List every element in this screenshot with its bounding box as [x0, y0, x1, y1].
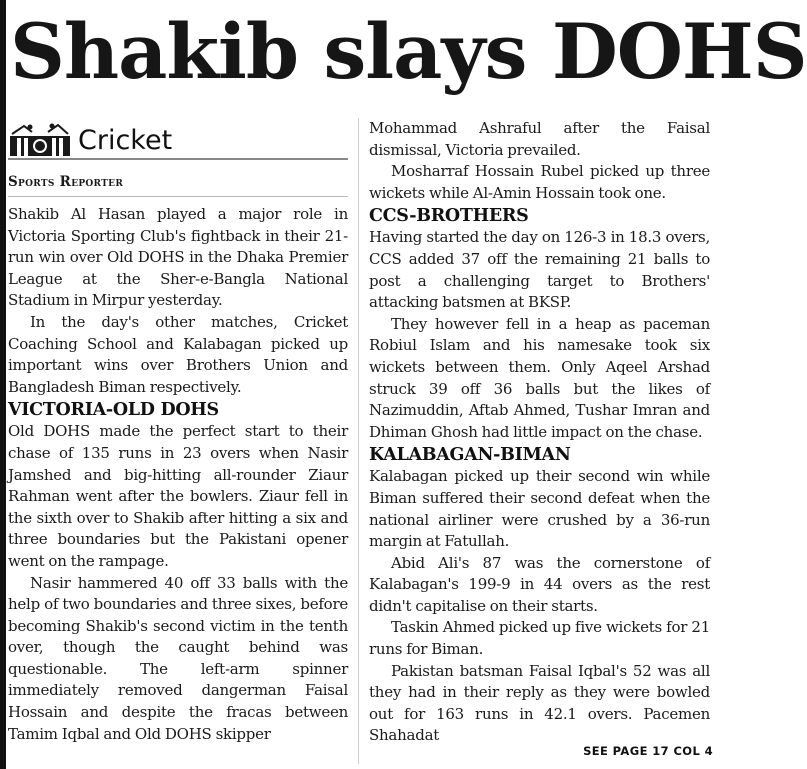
paragraph: Abid Ali's 87 was the cornerstone of Kalabagan's 199-9 in 44 overs as the rest didn't capitalise on their starts.	[369, 553, 710, 615]
paragraph: Mosharraf Hossain Rubel picked up three wickets while Al-Amin Hossain took one.	[369, 162, 710, 202]
paragraph: Mohammad Ashraful after the Faisal dismissal, Victoria prevailed.	[369, 119, 710, 159]
paragraph: In the day's other matches, Cricket Coaching School and Kalabagan picked up important wins over Brothers Union and Bangladesh Biman respectively.	[8, 312, 348, 396]
headline: Shakib slays DOHS	[10, 7, 807, 96]
section-label: Cricket	[78, 125, 173, 156]
right-column	[369, 118, 710, 747]
paragraph: Old DOHS made the perfect start to their chase of 135 runs in 23 overs when Nasir Jamshed and big-hitting all-rounder Ziaur Rahman went after the bowlers. Ziaur fell in the sixth over to Shakib after hitting a six and three boundaries but the Pakistani opener went on the rampage.	[8, 422, 348, 570]
left-column	[8, 120, 348, 745]
jump-line: SEE PAGE 17 COL 4	[583, 744, 713, 758]
cricket-icon	[8, 122, 72, 156]
column-divider	[358, 118, 359, 764]
paragraph: Kalabagan picked up their second win while Biman suffered their second defeat when the national airliner were crushed by a 36-run margin at Fatullah.	[369, 467, 710, 551]
paragraph: Pakistan batsman Faisal Iqbal's 52 was all they had in their reply as they were bowled out for 163 runs in 42.1 overs. Pacemen Shahadat	[369, 661, 710, 745]
paragraph: They however fell in a heap as paceman Robiul Islam and his namesake took six wickets between them. Only Aqeel Arshad struck 39 off 36 balls but the likes of Nazimuddin, Aftab Ahmed, Tushar Imran and Dhiman Ghosh had little impact on the chase.	[369, 314, 710, 441]
paragraph: Nasir hammered 40 off 33 balls with the help of two boundaries and three sixes, before becoming Shakib's second victim in the tenth over, though the caught behind was questionable. The left-arm spinner immediately removed dangerman Faisal Hossain and despite the fracas between Tamim Iqbal and Old DOHS skipper	[8, 573, 348, 743]
section-kicker	[8, 120, 348, 160]
paragraph: Taskin Ahmed picked up five wickets for 21 runs for Biman.	[369, 618, 710, 659]
subheading-ccs-brothers: CCS-BROTHERS	[369, 206, 529, 227]
paragraph: Having started the day on 126-3 in 18.3 overs, CCS added 37 off the remaining 21 balls to post a challenging target to Brothers' attacking batsmen at BKSP.	[369, 228, 710, 312]
subheading-victoria-old-dohs: VICTORIA-OLD DOHS	[8, 400, 219, 421]
left-margin-rule	[0, 0, 6, 769]
paragraph: Shakib Al Hasan played a major role in Victoria Sporting Club's fightback in their 21-run win over Old DOHS in the Dhaka Premier League at the Sher-e-Bangla National Stadium in Mirpur yesterday.	[8, 205, 348, 310]
subheading-kalabagan-biman: KALABAGAN-BIMAN	[369, 445, 571, 466]
byline: Sports Reporter	[8, 174, 348, 197]
